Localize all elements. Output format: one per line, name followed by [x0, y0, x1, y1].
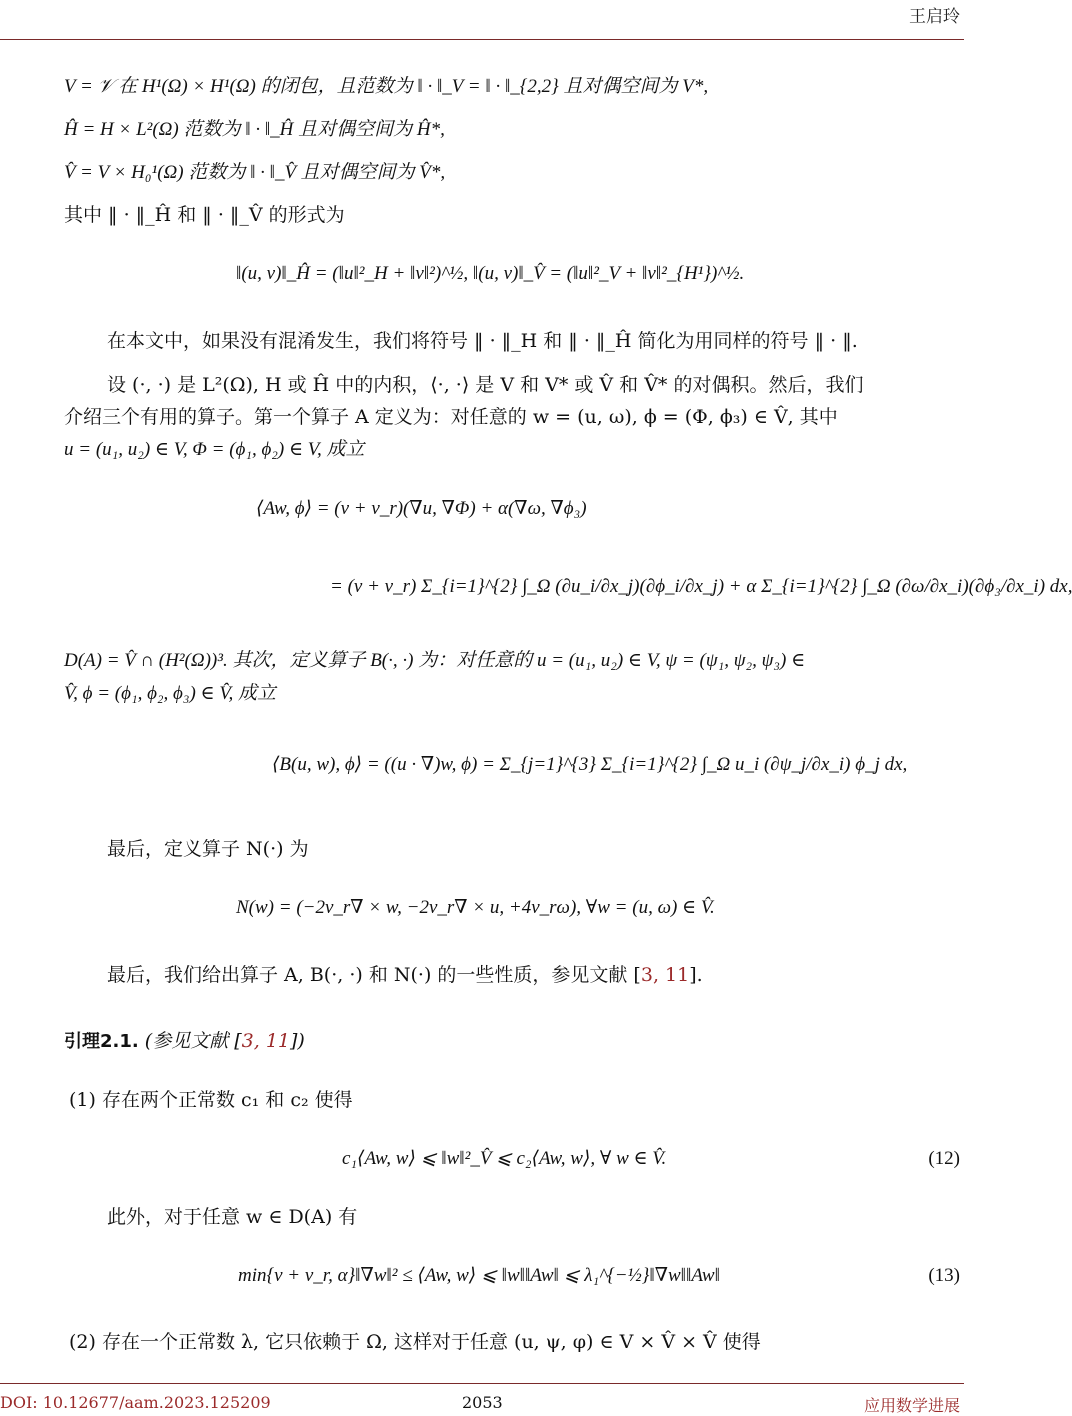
paragraph-domain-2: V̂, ϕ = (ϕ₁, ϕ₂, ϕ₃) ∈ V̂, 成立	[64, 683, 277, 704]
definition-line-h-hat: Ĥ = H × L²(Ω) 范数为 ‖ · ‖_Ĥ 且对偶空间为 Ĥ*,	[64, 119, 445, 140]
citation-link[interactable]: 3, 11	[640, 964, 690, 986]
equation-operator-n: N(w) = (−2ν_r∇ × w, −2ν_r∇ × u, +4ν_rω), ∀w = (u, ω) ∈ V̂.	[236, 897, 715, 918]
lemma-source-pre: (参见文献 [	[144, 1030, 242, 1052]
paragraph-inner-product-1: 设 (·, ·) 是 L²(Ω), H 或 Ĥ 中的内积，⟨·, ·⟩ 是 V 和 V* 或 V̂ 和 V̂* 的对偶积。然后，我们	[107, 374, 864, 396]
paragraph-notation: 在本文中，如果没有混淆发生，我们将符号 ‖ · ‖_H 和 ‖ · ‖_Ĥ 简化为用同样的符号 ‖ · ‖.	[107, 330, 858, 352]
norm-intro-line: 其中 ‖ · ‖_Ĥ 和 ‖ · ‖_V̂ 的形式为	[64, 204, 345, 226]
equation-number-12: (12)	[928, 1148, 960, 1169]
footer-doi[interactable]: DOI: 10.12677/aam.2023.125209	[0, 1393, 271, 1412]
equation-norms: ‖(u, v)‖_Ĥ = (‖u‖²_H + ‖v‖²)^½, ‖(u, v)‖_V̂ = (‖u‖²_V + ‖v‖²_{H¹})^½.	[236, 263, 745, 284]
paragraph-inner-product-2: 介绍三个有用的算子。第一个算子 A 定义为：对任意的 w = (u, ω), ϕ = (Φ, ϕ₃) ∈ V̂, 其中	[64, 406, 838, 428]
definition-line-v: V = 𝒱 在 H¹(Ω) × H¹(Ω) 的闭包，且范数为 ‖ · ‖_V = ‖ · ‖_{2,2} 且对偶空间为 V*,	[64, 76, 709, 97]
lemma-item-1-continued: 此外，对于任意 w ∈ D(A) 有	[107, 1206, 358, 1228]
equation-operator-b: ⟨B(u, w), ϕ⟩ = ((u · ∇)w, ϕ) = Σ_{j=1}^{3} Σ_{i=1}^{2} ∫_Ω u_i (∂ψ_j/∂x_i) ϕ_j dx,	[272, 754, 908, 775]
paragraph-domain-1: D(A) = V̂ ∩ (H²(Ω))³. 其次，定义算子 B(·, ·) 为：对任意的 u = (u₁, u₂) ∈ V, ψ = (ψ₁, ψ₂, ψ₃) ∈	[64, 650, 806, 671]
paragraph-properties-text: 最后，我们给出算子 A, B(·, ·) 和 N(·) 的一些性质，参见文献 [	[107, 964, 641, 986]
header-author: 王启玲	[909, 7, 960, 27]
lemma-heading	[64, 1028, 305, 1055]
paragraph-properties	[107, 962, 703, 988]
lemma-item-1: (1) 存在两个正常数 c₁ 和 c₂ 使得	[69, 1089, 353, 1111]
paragraph-operator-n-intro: 最后，定义算子 N(·) 为	[107, 838, 309, 860]
equation-operator-a-1: ⟨Aw, ϕ⟩ = (ν + ν_r)(∇u, ∇Φ) + α(∇ω, ∇ϕ₃)	[256, 498, 587, 519]
paragraph-inner-product-3: u = (u₁, u₂) ∈ V, Φ = (ϕ₁, ϕ₂) ∈ V, 成立	[64, 439, 365, 460]
lemma-item-2: (2) 存在一个正常数 λ, 它只依赖于 Ω, 这样对于任意 (u, ψ, φ) ∈ V × V̂ × V̂ 使得	[69, 1331, 761, 1353]
lemma-source	[145, 1030, 305, 1052]
lemma-label: 引理2.1.	[64, 1031, 139, 1052]
header-rule	[0, 39, 964, 40]
equation-12: c₁⟨Aw, w⟩ ⩽ ‖w‖²_V̂ ⩽ c₂⟨Aw, w⟩, ∀ w ∈ V̂.	[342, 1148, 667, 1169]
equation-number-13: (13)	[928, 1265, 960, 1286]
equation-operator-a-2: = (ν + ν_r) Σ_{i=1}^{2} ∫_Ω (∂u_i/∂x_j)(∂ϕ_i/∂x_j) + α Σ_{i=1}^{2} ∫_Ω (∂ω/∂x_i)(∂ϕ₃/∂x_i) dx,	[330, 576, 1072, 597]
lemma-citation-link[interactable]: 3, 11	[241, 1030, 291, 1052]
lemma-source-post: ])	[290, 1030, 305, 1052]
footer-rule	[0, 1383, 964, 1384]
equation-13: min{ν + ν_r, α}‖∇w‖² ≤ ⟨Aw, w⟩ ⩽ ‖w‖‖Aw‖ ⩽ λ₁^{−½}‖∇w‖‖Aw‖	[238, 1265, 720, 1286]
paragraph-properties-end: ].	[689, 964, 703, 986]
definition-line-v-hat: V̂ = V × H₀¹(Ω) 范数为 ‖ · ‖_V̂ 且对偶空间为 V̂*,	[64, 162, 446, 183]
footer-page-number: 2053	[462, 1393, 503, 1412]
footer-journal[interactable]: 应用数学进展	[863, 1396, 960, 1415]
